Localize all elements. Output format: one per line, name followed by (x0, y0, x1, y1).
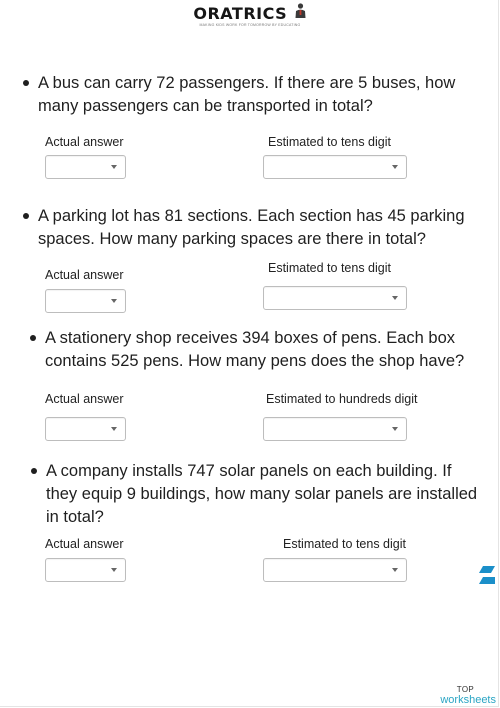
estimate-label: Estimated to tens digit (268, 135, 391, 149)
chevron-down-icon (392, 568, 398, 572)
question-2 (38, 205, 478, 251)
actual-answer-label: Actual answer (45, 268, 124, 282)
chevron-down-icon (392, 296, 398, 300)
actual-answer-label: Actual answer (45, 135, 124, 149)
question-text: A stationery shop receives 394 boxes of pens. Each box contains 525 pens. How many pens does the shop have? (45, 329, 465, 370)
actual-answer-label: Actual answer (45, 537, 124, 551)
bullet-icon (23, 213, 29, 219)
footer-brand (440, 685, 496, 705)
estimate-dropdown[interactable] (263, 286, 407, 310)
logo-tagline: MAKING KIDS WORK FOR TOMORROW BY EDUCATING (199, 23, 301, 27)
chevron-down-icon (392, 165, 398, 169)
footer-bottom-text: worksheets (440, 694, 496, 706)
actual-answer-dropdown[interactable] (45, 289, 126, 313)
bullet-icon (30, 335, 36, 341)
question-text: A parking lot has 81 sections. Each section has 45 parking spaces. How many parking spaces are there in total? (38, 207, 465, 248)
footer-top-text: TOP (456, 685, 474, 694)
estimate-dropdown[interactable] (263, 417, 407, 441)
side-logo-icon (479, 566, 495, 593)
person-icon (294, 3, 307, 24)
question-text: A bus can carry 72 passengers. If there are 5 buses, how many passengers can be transported in total? (38, 74, 456, 115)
estimate-dropdown[interactable] (263, 558, 407, 582)
logo-title: ORATRICS (193, 4, 288, 23)
question-text: A company installs 747 solar panels on each building. If they equip 9 buildings, how many solar panels are installed in total? (46, 462, 478, 526)
actual-answer-label: Actual answer (45, 392, 124, 406)
actual-answer-dropdown[interactable] (45, 155, 126, 179)
estimate-dropdown[interactable] (263, 155, 407, 179)
chevron-down-icon (111, 165, 117, 169)
actual-answer-dropdown[interactable] (45, 417, 126, 441)
estimate-label: Estimated to tens digit (283, 537, 406, 551)
chevron-down-icon (392, 427, 398, 431)
bullet-icon (31, 468, 37, 474)
header-logo (0, 3, 500, 31)
question-4 (46, 460, 486, 529)
chevron-down-icon (111, 427, 117, 431)
estimate-label: Estimated to hundreds digit (266, 392, 418, 406)
question-1 (38, 72, 478, 118)
question-3 (45, 327, 475, 373)
estimate-label: Estimated to tens digit (268, 261, 391, 275)
actual-answer-dropdown[interactable] (45, 558, 126, 582)
chevron-down-icon (111, 299, 117, 303)
bullet-icon (23, 80, 29, 86)
chevron-down-icon (111, 568, 117, 572)
